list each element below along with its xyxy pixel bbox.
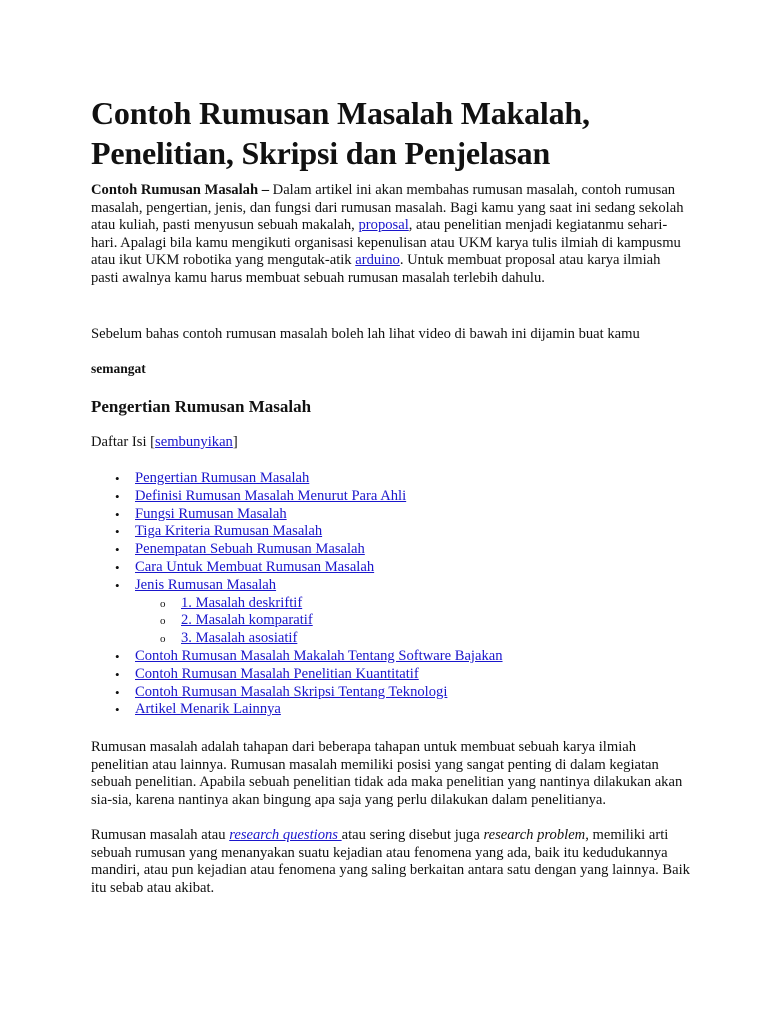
toc-sub-item bbox=[91, 595, 691, 613]
toc-item bbox=[91, 541, 691, 559]
article-title bbox=[91, 93, 691, 173]
toc-link-deskriftif[interactable]: 1. Masalah deskriftif bbox=[181, 594, 303, 611]
toc-item bbox=[91, 488, 691, 506]
bullet-icon: • bbox=[115, 702, 120, 718]
toc-item bbox=[91, 648, 691, 666]
bullet-icon: • bbox=[115, 542, 120, 558]
toc-close-bracket: ] bbox=[232, 434, 238, 450]
toc-link-fungsi[interactable]: Fungsi Rumusan Masalah bbox=[135, 505, 287, 522]
toc-link-kriteria[interactable]: Tiga Kriteria Rumusan Masalah bbox=[135, 523, 323, 540]
toc-item bbox=[91, 701, 691, 719]
toc-toggle-link[interactable]: sembunyikan bbox=[155, 434, 233, 450]
bullet-icon: • bbox=[115, 666, 120, 682]
toc-item bbox=[91, 666, 691, 684]
proposal-link[interactable]: proposal bbox=[358, 217, 409, 234]
table-of-contents bbox=[91, 470, 691, 719]
toc-link-definisi[interactable]: Definisi Rumusan Masalah Menurut Para Ahli bbox=[135, 487, 407, 504]
title-line-2: Penelitian, Skripsi dan Penjelasan bbox=[91, 135, 551, 171]
sub-bullet-icon: o bbox=[160, 615, 166, 628]
intro-text-a: Dalam artikel ini akan membahas rumusan masalah, contoh rumusan masalah, pengertian, jenis, dan fungsi dari rumusan masalah. Bagi kamu yang saat ini sedang sekolah atau kuliah, pasti menyusun sebuah makalah, bbox=[91, 182, 684, 234]
para2-text-a: Rumusan masalah atau bbox=[91, 827, 230, 843]
toc-item bbox=[91, 470, 691, 488]
toc-link-artikel[interactable]: Artikel Menarik Lainnya bbox=[135, 701, 281, 718]
toc-item bbox=[91, 684, 691, 702]
bullet-icon: • bbox=[115, 488, 120, 504]
toc-link-cara[interactable]: Cara Untuk Membuat Rumusan Masalah bbox=[135, 558, 375, 575]
toc-label: Daftar Isi [ bbox=[91, 434, 156, 450]
bullet-icon: • bbox=[115, 506, 120, 522]
toc-link-pengertian[interactable]: Pengertian Rumusan Masalah bbox=[135, 470, 310, 486]
title-line-1: Contoh Rumusan Masalah Makalah, bbox=[91, 95, 590, 131]
intro-text-c: . Untuk membuat proposal atau karya ilmiah pasti awalnya kamu harus membuat sebuah rumusan masalah terlebih dahulu. bbox=[91, 252, 661, 286]
video-intro-text: Sebelum bahas contoh rumusan masalah boleh lah lihat video di bawah ini dijamin buat kamu bbox=[91, 326, 640, 342]
arduino-link[interactable]: arduino bbox=[355, 252, 400, 269]
bullet-icon: • bbox=[115, 524, 120, 540]
sub-bullet-icon: o bbox=[160, 633, 166, 646]
toc-link-komparatif[interactable]: 2. Masalah komparatif bbox=[181, 612, 313, 629]
bullet-icon: • bbox=[115, 577, 120, 593]
toc-item bbox=[91, 577, 691, 595]
bullet-icon: • bbox=[115, 648, 120, 664]
toc-link-teknologi[interactable]: Contoh Rumusan Masalah Skripsi Tentang Teknologi bbox=[135, 683, 448, 700]
toc-sub-item bbox=[91, 612, 691, 630]
toc-link-asosiatif[interactable]: 3. Masalah asosiatif bbox=[181, 630, 298, 647]
toc-link-jenis[interactable]: Jenis Rumusan Masalah bbox=[135, 576, 277, 593]
intro-lead: Contoh Rumusan Masalah – bbox=[91, 182, 270, 198]
toc-sub-item bbox=[91, 630, 691, 648]
research-problem-term: research problem bbox=[483, 827, 586, 843]
intro-paragraph bbox=[91, 182, 691, 288]
sub-bullet-icon: o bbox=[160, 597, 166, 610]
bullet-icon: • bbox=[115, 471, 120, 486]
para2-text-c: , memiliki arti sebuah rumusan yang menanyakan suatu kejadian atau fenomena yang ada, baik itu kedudukannya mandiri, atau pun kejadian atau fenomena yang saling berkaitan antara satu dengan yang lainnya. Baik itu sebab atau akibat. bbox=[91, 827, 690, 896]
bullet-icon: • bbox=[115, 559, 120, 575]
para2-text-b: atau sering disebut juga bbox=[341, 827, 484, 843]
toc-item bbox=[91, 523, 691, 541]
research-questions-link[interactable]: research questions bbox=[229, 827, 342, 843]
body-paragraph-1: Rumusan masalah adalah tahapan dari beberapa tahapan untuk membuat sebuah karya ilmiah penelitian atau lainnya. Rumusan masalah memiliki posisi yang sangat penting di dalam kegiatan sebuah penelitian. Apabila sebuah penelitian tidak ada maka penelitian yang nantinya dilakukan akan sia-sia, karena nantinya akan bingung apa saja yang perlu dilakukan dalam penelitianya. bbox=[91, 739, 683, 808]
toc-item bbox=[91, 559, 691, 577]
bullet-icon: • bbox=[115, 684, 120, 700]
toc-link-kuantitatif[interactable]: Contoh Rumusan Masalah Penelitian Kuantitatif bbox=[135, 665, 419, 682]
section-heading: Pengertian Rumusan Masalah bbox=[91, 397, 312, 416]
toc-link-penempatan[interactable]: Penempatan Sebuah Rumusan Masalah bbox=[135, 541, 365, 558]
body-paragraph-2 bbox=[91, 827, 691, 897]
toc-item bbox=[91, 506, 691, 524]
toc-header bbox=[91, 434, 691, 452]
intro-text-b: , atau penelitian menjadi kegiatanmu sehari-hari. Apalagi bila kamu mengikuti organisasi kepenulisan atau UKM karya tulis ilmiah di kampusmu atau ikut UKM robotika yang mengutak-atik bbox=[91, 217, 681, 269]
toc-link-software[interactable]: Contoh Rumusan Masalah Makalah Tentang Software Bajakan bbox=[135, 647, 503, 664]
semangat-text: semangat bbox=[91, 361, 146, 376]
